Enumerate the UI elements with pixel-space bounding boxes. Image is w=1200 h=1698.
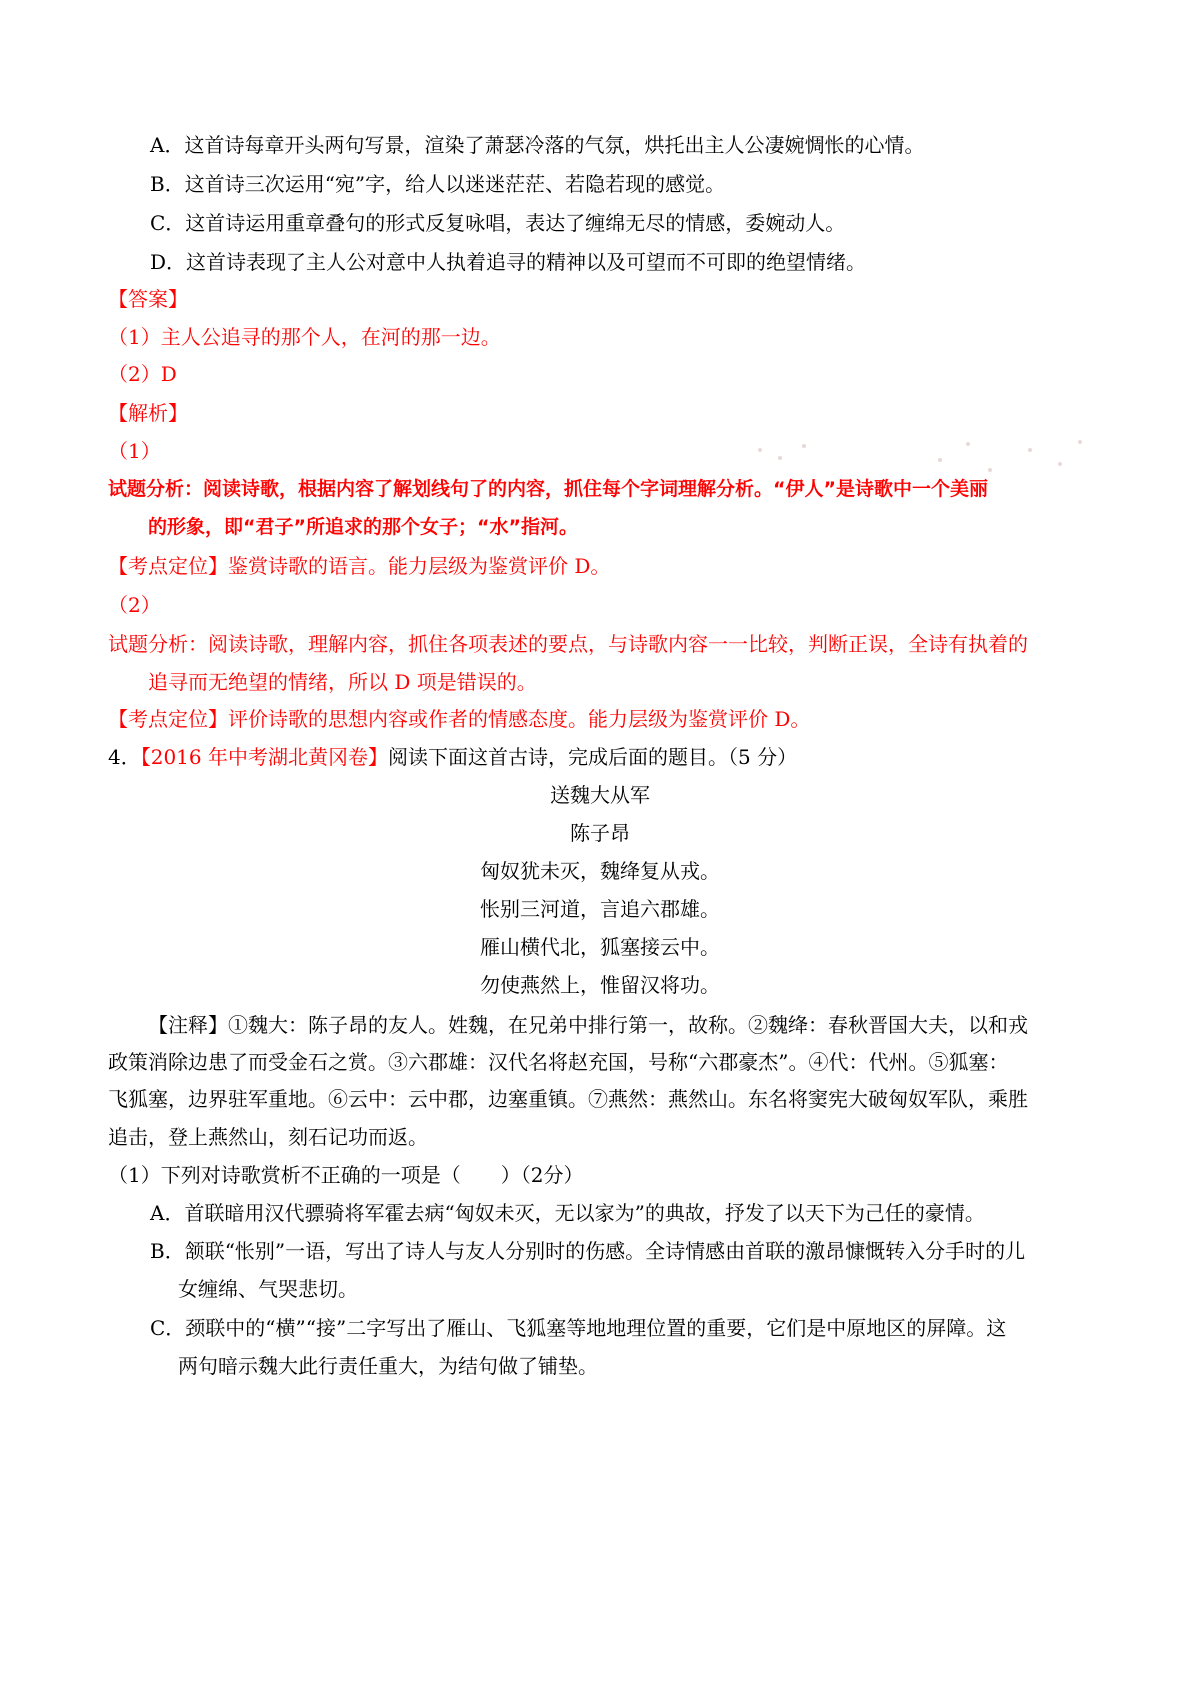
poem-author: 陈子昂: [570, 821, 630, 845]
question-number: 4．: [108, 745, 141, 769]
sub-question-1-option-b-line-2: 女缠绵、气哭悲切。: [178, 1277, 358, 1301]
sub-question-1-option-c-line-2: 两句暗示魏大此行责任重大，为结句做了铺垫。: [178, 1354, 598, 1378]
poem-line: 匈奴犹未灭，魏绛复从戎。: [480, 859, 720, 883]
sub-question-1-option-a: A．首联暗用汉代骠骑将军霍去病“匈奴未灭，无以家为”的典故，抒发了以天下为己任的豪情。: [150, 1201, 985, 1225]
analysis-header: 【解析】: [108, 401, 188, 425]
notes-line: 【注释】①魏大：陈子昂的友人。姓魏，在兄弟中排行第一，故称。②魏绛：春秋晋国大夫，以和戎: [148, 1013, 1028, 1037]
sub-question-1-option-c-line-1: C．颈联中的“横”“接”二字写出了雁山、飞狐塞等地地理位置的重要，它们是中原地区的屏障。这: [150, 1316, 1007, 1340]
analysis-part-1-text-line-1: 试题分析：阅读诗歌，根据内容了解划线句了的内容，抓住每个字词理解分析。“伊人”是诗歌中一个美丽: [108, 478, 988, 500]
analysis-part-2-key-point: 【考点定位】评价诗歌的思想内容或作者的情感态度。能力层级为鉴赏评价 D。: [108, 707, 811, 731]
q3-option-d: D．这首诗表现了主人公对意中人执着追寻的精神以及可望而不可即的绝望情绪。: [150, 250, 867, 274]
answer-part-1: （1）主人公追寻的那个人，在河的那一边。: [108, 325, 501, 349]
sub-question-1-option-b-line-1: B．颔联“怅别”一语，写出了诗人与友人分别时的伤感。全诗情感由首联的激昂慷慨转入分手时的儿: [150, 1239, 1026, 1263]
poem-line: 雁山横代北，狐塞接云中。: [480, 935, 720, 959]
analysis-part-2-text-line-2: 追寻而无绝望的情绪，所以 D 项是错误的。: [148, 670, 537, 694]
q3-option-c: C．这首诗运用重章叠句的形式反复咏唱，表达了缠绵无尽的情感，委婉动人。: [150, 211, 846, 235]
question-source: 【2016 年中考湖北黄冈卷】: [140, 745, 388, 769]
answer-part-2: （2）D: [108, 362, 177, 386]
sub-question-1: （1）下列对诗歌赏析不正确的一项是（ ）（2分）: [108, 1163, 584, 1187]
analysis-part-1-text-line-2: 的形象，即“君子”所追求的那个女子；“水”指河。: [148, 516, 578, 538]
q3-option-b: B．这首诗三次运用“宛”字，给人以迷迷茫茫、若隐若现的感觉。: [150, 172, 726, 196]
poem-line: 勿使燕然上，惟留汉将功。: [480, 973, 720, 997]
answer-header: 【答案】: [108, 287, 188, 311]
question-4-heading: [108, 743, 797, 771]
analysis-part-2-label: （2）: [108, 593, 161, 617]
question-prompt: 阅读下面这首古诗，完成后面的题目。（5 分）: [388, 745, 798, 769]
analysis-part-1-key-point: 【考点定位】鉴赏诗歌的语言。能力层级为鉴赏评价 D。: [108, 554, 611, 578]
notes-line: 政策消除边患了而受金石之赏。③六郡雄：汉代名将赵充国，号称“六郡豪杰”。④代：代州。⑤狐塞：: [108, 1050, 1009, 1074]
q3-option-a: A．这首诗每章开头两句写景，渲染了萧瑟冷落的气氛，烘托出主人公凄婉惆怅的心情。: [150, 133, 925, 157]
poem-line: 怅别三河道，言追六郡雄。: [480, 897, 720, 921]
notes-line: 飞狐塞，边界驻军重地。⑥云中：云中郡，边塞重镇。⑦燕然：燕然山。东名将窦宪大破匈奴军队，乘胜: [108, 1087, 1028, 1111]
analysis-part-1-label: （1）: [108, 439, 161, 463]
analysis-part-2-text-line-1: 试题分析：阅读诗歌，理解内容，抓住各项表述的要点，与诗歌内容一一比较，判断正误，全诗有执着的: [108, 632, 1028, 656]
poem-title: 送魏大从军: [550, 783, 650, 807]
notes-line: 追击，登上燕然山，刻石记功而返。: [108, 1125, 428, 1149]
